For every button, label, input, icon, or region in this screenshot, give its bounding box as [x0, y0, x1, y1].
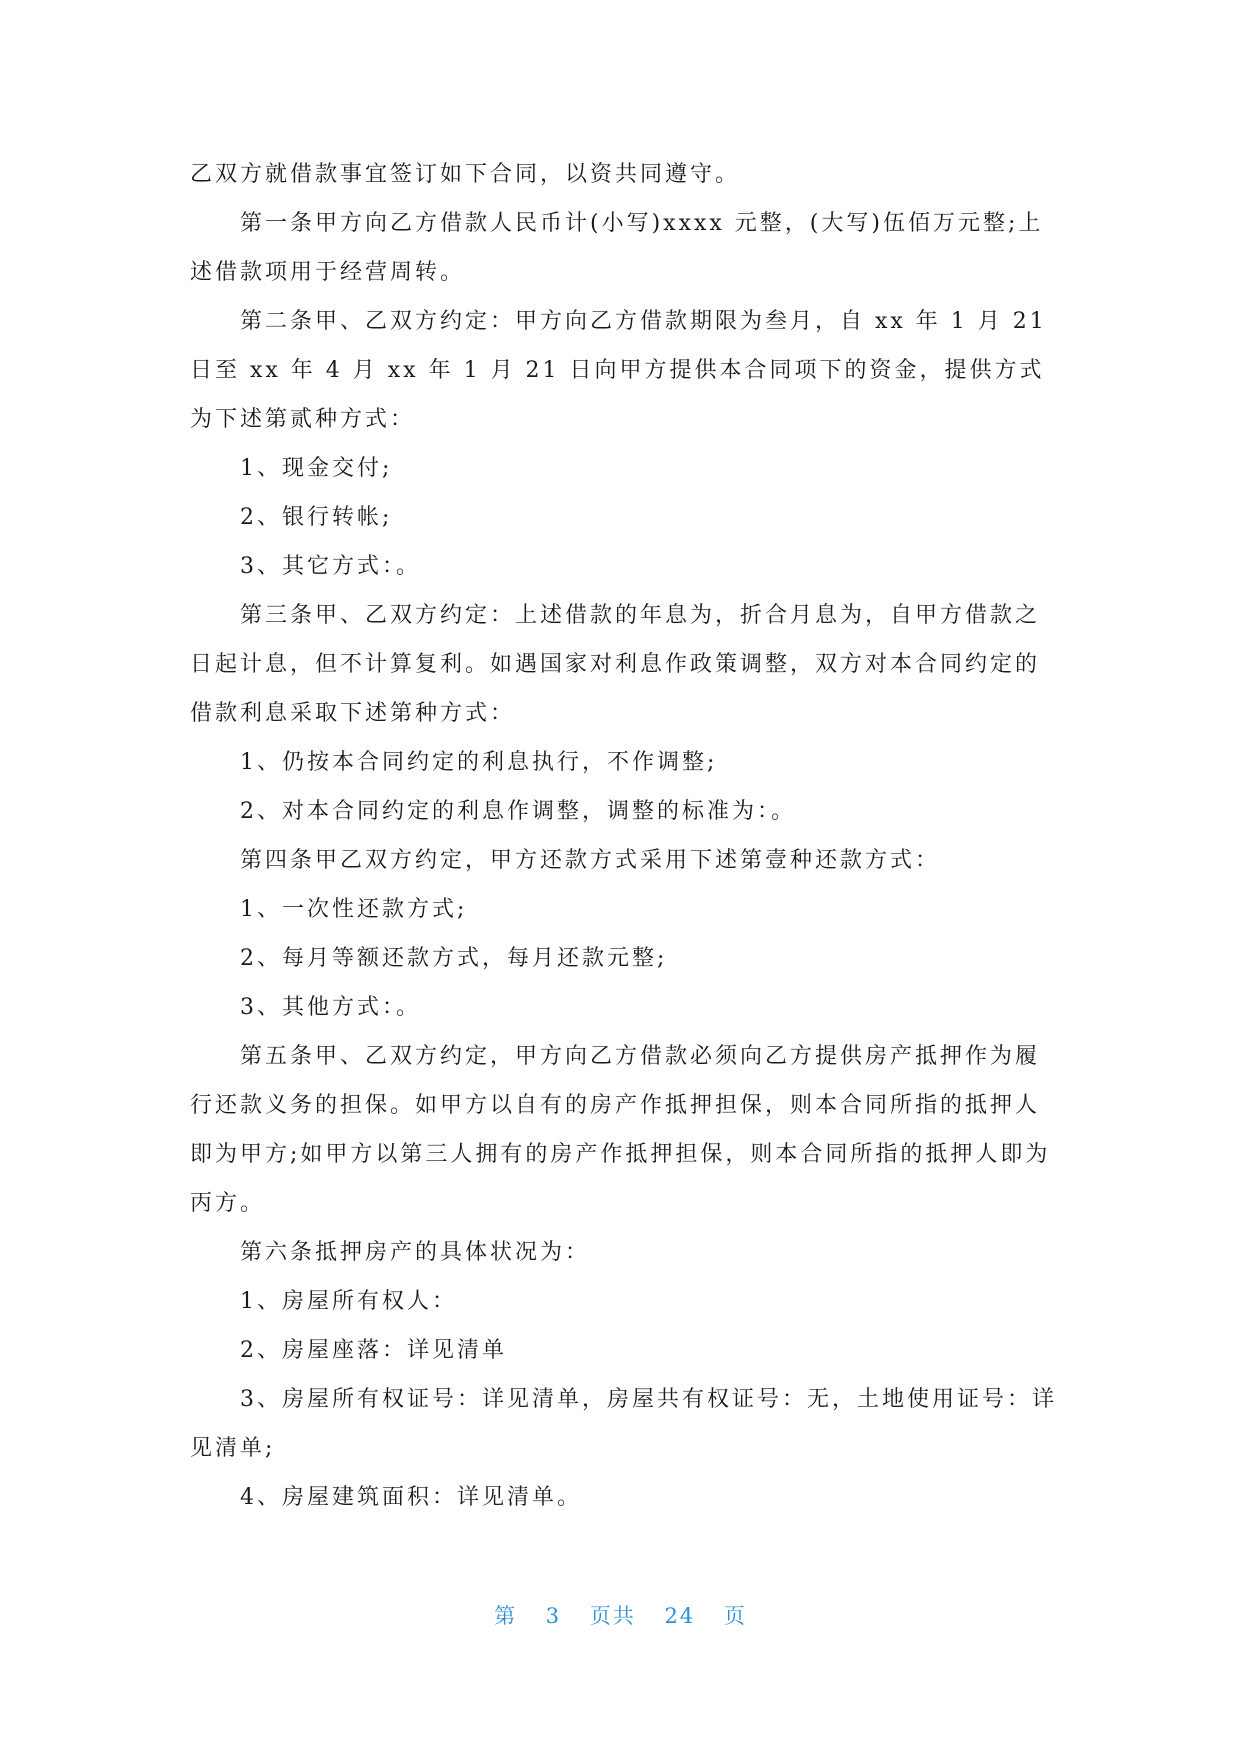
list-item-cash: 1、现金交付; [240, 456, 393, 481]
list-item-other-method: 3、其它方式：。 [240, 554, 421, 579]
document-body [190, 150, 1060, 1522]
list-item-monthly: 2、每月等额还款方式，每月还款元整; [240, 946, 668, 971]
paragraph-article-6: 第六条抵押房产的具体状况为： [240, 1240, 591, 1265]
footer-current-page: 3 [545, 1604, 562, 1628]
paragraph-article-1: 第一条甲方向乙方借款人民币计(小写)xxxx 元整，(大写)伍佰万元整;上述借款项用于经营周转。 [190, 211, 1044, 285]
footer-prefix: 第 [494, 1604, 518, 1628]
list-item-certificates: 3、房屋所有权证号：详见清单，房屋共有权证号：无，土地使用证号：详见清单; [190, 1387, 1057, 1461]
page-footer [0, 1600, 1241, 1630]
list-item-location: 2、房屋座落：详见清单 [240, 1338, 507, 1363]
paragraph-article-4: 第四条甲乙双方约定，甲方还款方式采用下述第壹种还款方式： [240, 848, 941, 873]
paragraph-article-3: 第三条甲、乙双方约定：上述借款的年息为，折合月息为，自甲方借款之日起计息，但不计算复利。如遇国家对利息作政策调整，双方对本合同约定的借款利息采取下述第种方式： [190, 603, 1041, 726]
list-item-owner: 1、房屋所有权人： [240, 1289, 457, 1314]
footer-middle: 页共 [589, 1604, 636, 1628]
footer-suffix: 页 [723, 1604, 747, 1628]
paragraph-article-5: 第五条甲、乙双方约定，甲方向乙方借款必须向乙方提供房产抵押作为履行还款义务的担保。如甲方以自有的房产作抵押担保，则本合同所指的抵押人即为甲方;如甲方以第三人拥有的房产作抵押担保，则本合同所指的抵押人即为丙方。 [190, 1044, 1051, 1216]
list-item-other-repayment: 3、其他方式：。 [240, 995, 421, 1020]
paragraph-1: 乙双方就借款事宜签订如下合同，以资共同遵守。 [190, 162, 741, 187]
list-item-lump-sum: 1、一次性还款方式; [240, 897, 468, 922]
paragraph-article-2: 第二条甲、乙双方约定：甲方向乙方借款期限为叁月，自 xx 年 1 月 21 日至 xx 年 4 月 xx 年 1 月 21 日向甲方提供本合同项下的资金，提供方式为下述第贰种方式： [190, 309, 1047, 432]
list-item-bank-transfer: 2、银行转帐; [240, 505, 393, 530]
list-item-interest-unchanged: 1、仍按本合同约定的利息执行，不作调整; [240, 750, 718, 775]
list-item-area: 4、房屋建筑面积：详见清单。 [240, 1485, 582, 1510]
list-item-interest-adjusted: 2、对本合同约定的利息作调整，调整的标准为：。 [240, 799, 796, 824]
footer-total-pages: 24 [664, 1604, 696, 1628]
